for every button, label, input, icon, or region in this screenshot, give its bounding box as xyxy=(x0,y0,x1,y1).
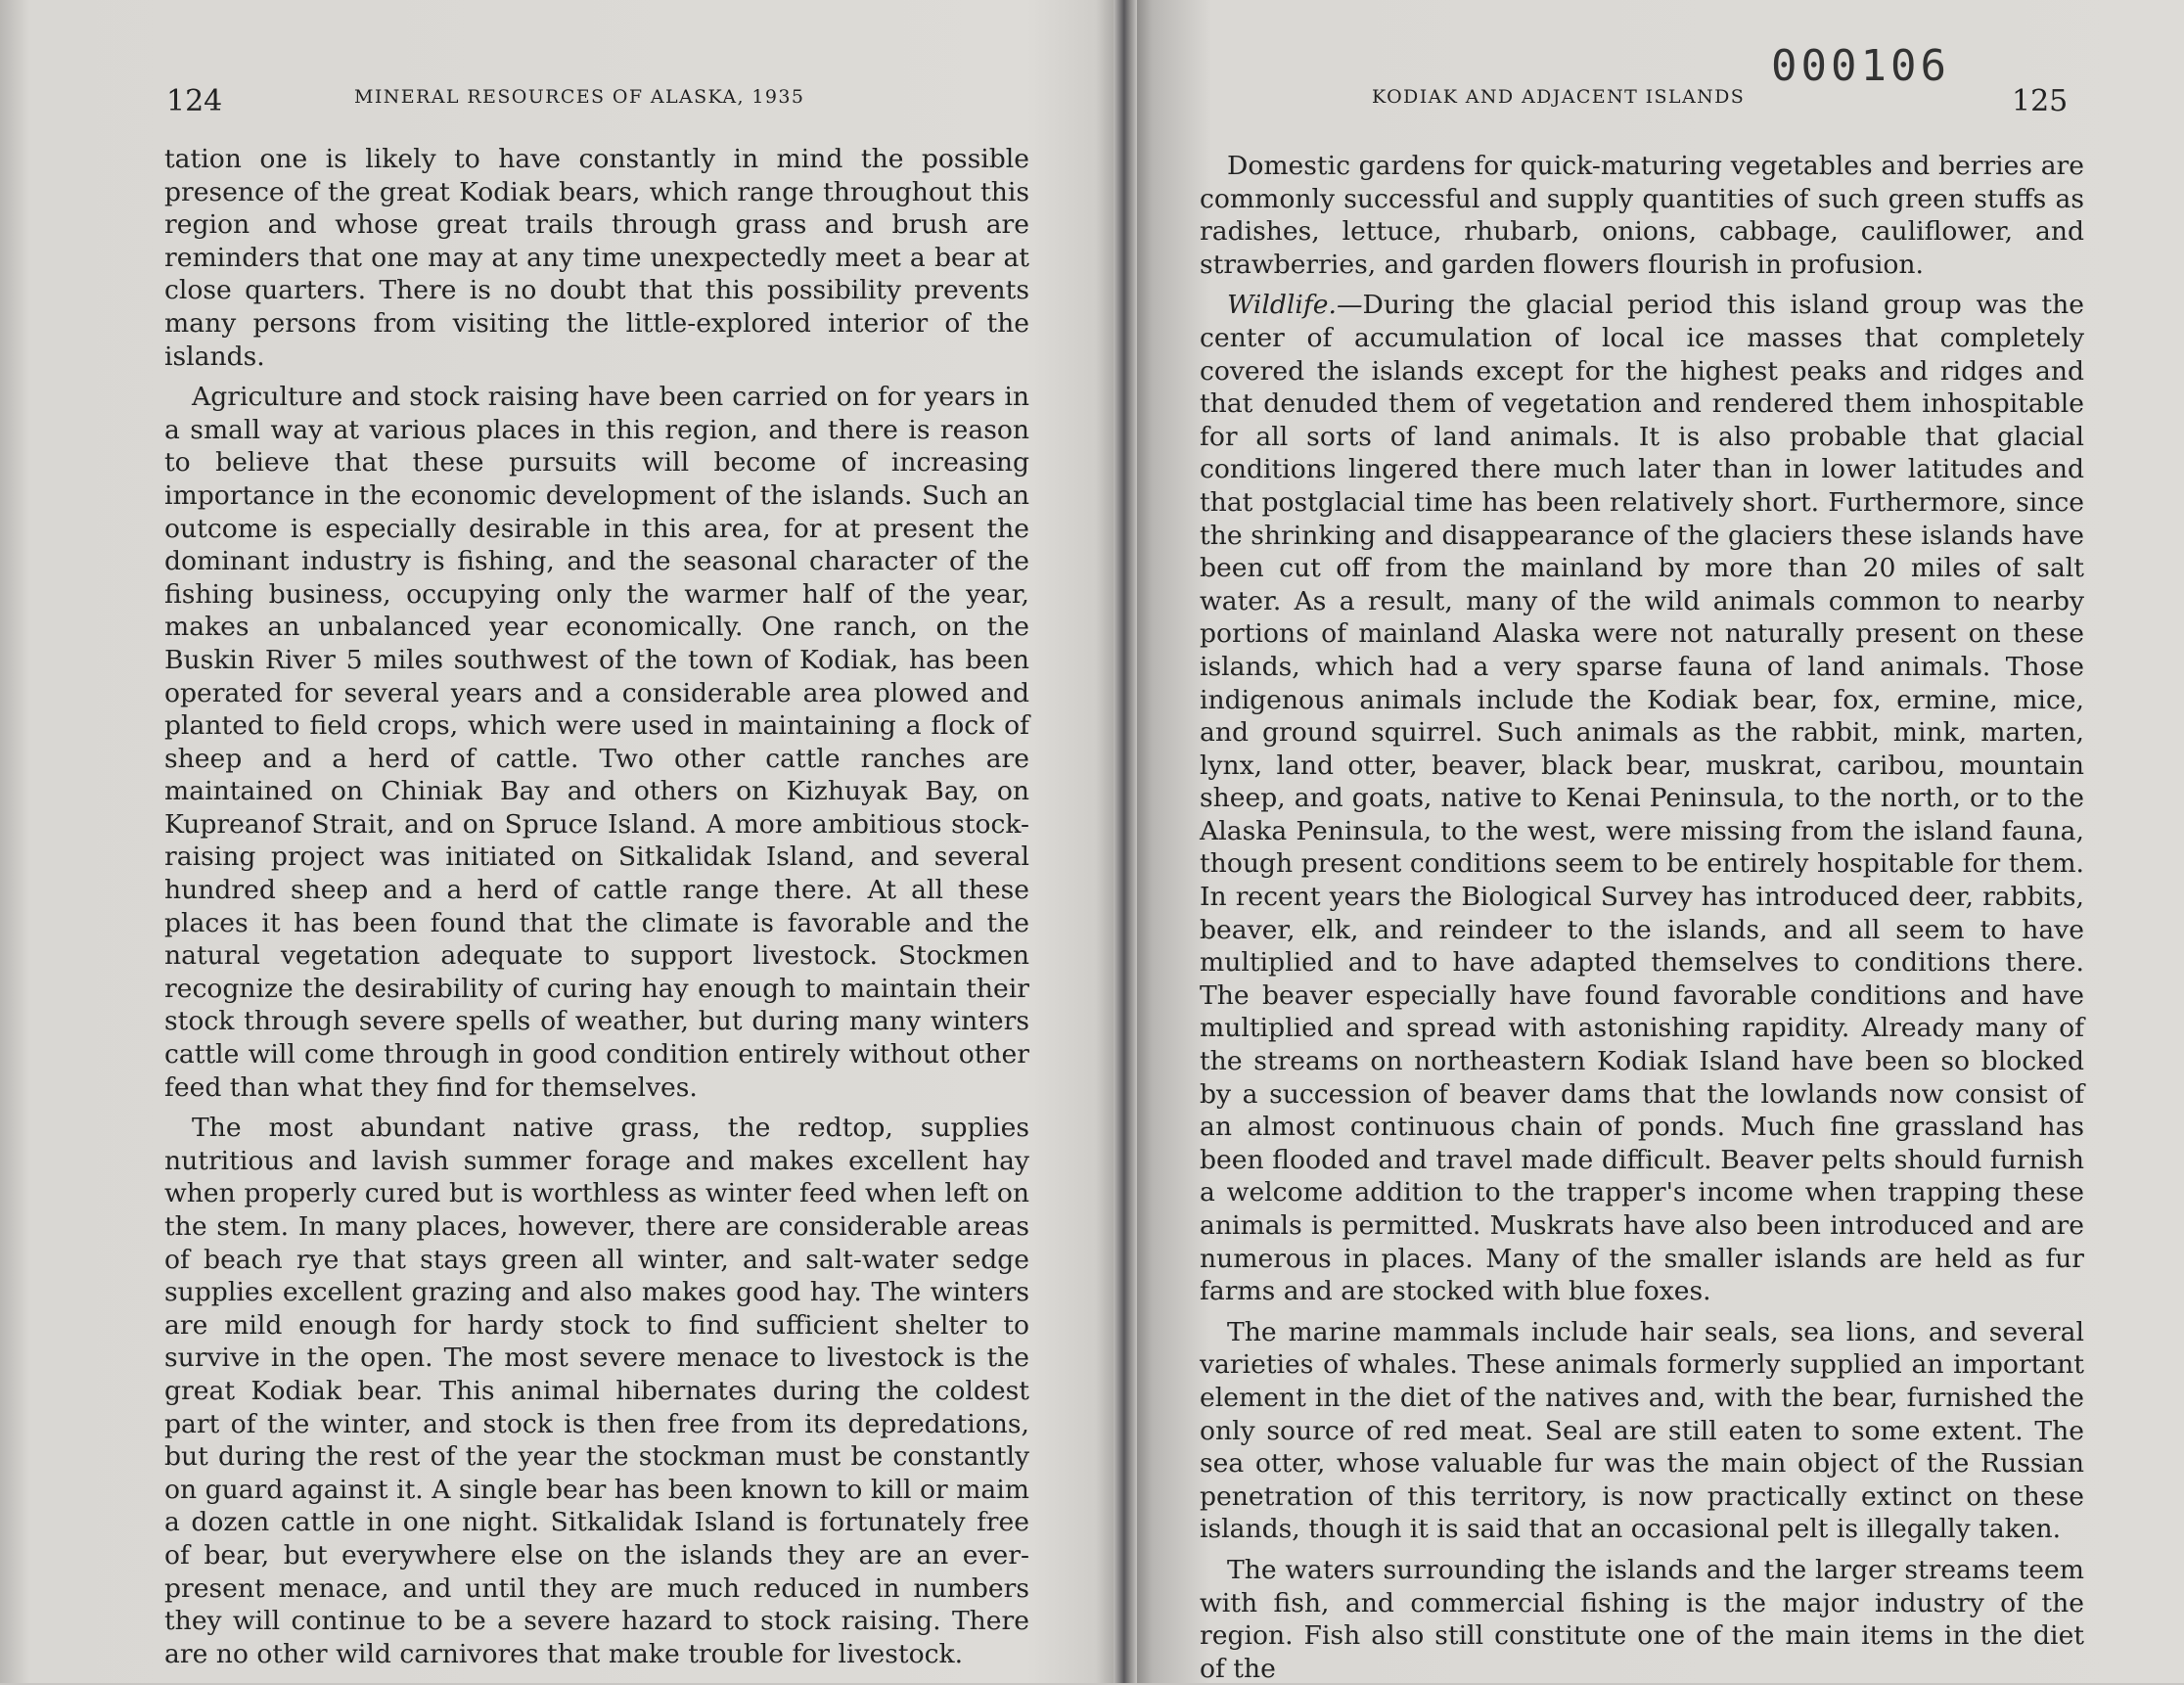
paragraph-text: During the glacial period this island group was the center of accumulation of local ice masses that completely covered the islands except for the highest peaks and ridges and that denuded them of vegetation and rendered them inhospitable for all sorts of land animals. It is also probable that glacial conditions lingered there much later than in lower latitudes and that postglacial time has been relatively short. Furthermore, since the shrinking and disappearance of the glaciers these islands have been cut off from the mainland by more than 20 miles of salt water. As a result, many of the wild animals common to nearby portions of mainland Alaska were not naturally present on these islands, which had a very sparse fauna of land animals. Those indigenous animals include the Kodiak bear, fox, ermine, mice, and ground squirrel. Such animals as the rabbit, mink, marten, lynx, land otter, beaver, black bear, muskrat, caribou, mountain sheep, and goats, native to Kenai Peninsula, to the north, or to the Alaska Peninsula, to the west, were missing from the island fauna, though present conditions seem to be entirely hospitable for them. In recent years the Biological Survey has introduced deer, rabbits, beaver, elk, and reindeer to the islands, and all seem to have multiplied and to have adapted themselves to conditions there. The beaver especially have found favorable conditions and have multiplied and spread with astonishing rapidity. Already many of the streams on northeastern Kodiak Island have been so blocked by a succession of beaver dams that the lowlands now consist of an almost continuous chain of ponds. Much fine grassland has been flooded and travel made difficult. Beaver pelts should furnish a welcome addition to the trapper's income when trapping these animals is permitted. Muskrats have also been introduced and are numerous in places. Many of the smaller islands are held as fur farms and are stocked with blue foxes. xyxy=(1200,290,2084,1307)
book-gutter xyxy=(1114,0,1137,1683)
page-number: 124 xyxy=(166,84,223,118)
paragraph: The waters surrounding the islands and the larger streams teem with fish, and commercial fishing is the major industry of the region. Fish also still constitute one of the main items in the diet of the xyxy=(1200,1554,2084,1684)
text-column xyxy=(1200,150,2084,1685)
paragraph: Domestic gardens for quick-maturing vegetables and berries are commonly successful and supply quantities of such green stuffs as radishes, lettuce, rhubarb, onions, cabbage, cauliflower, and strawberries, and garden flowers flourish in profusion. xyxy=(1200,151,2084,280)
paragraph: Agriculture and stock raising have been carried on for years in a small way at various places in this region, and there is reason to believe that these pursuits will become of increasing importance in the economic development of the islands. Such an outcome is especially desirable in this area, for at present the dominant industry is fishing, and the seasonal character of the fishing business, occupying only the warmer half of the year, makes an unbalanced year economically. One ranch, on the Buskin River 5 miles southwest of the town of Kodiak, has been operated for several years and a considerable area plowed and planted to field crops, which were used in maintaining a flock of sheep and a herd of cattle. Two other cattle ranches are maintained on Chiniak Bay and others on Kizhuyak Bay, on Kupreanof Strait, and on Spruce Island. A more ambitious stock-raising project was initiated on Sitkalidak Island, and several hundred sheep and a herd of cattle range there. At all these places it has been found that the climate is favorable and the natural vegetation adequate to support livestock. Stockmen recognize the desirability of curing hay enough to maintain their stock through severe spells of weather, but during many winters cattle will come through in good condition entirely without other feed than what they find for themselves. xyxy=(164,382,1029,1103)
paragraph-wildlife xyxy=(1200,289,2084,1307)
archive-stamp: 000106 xyxy=(1771,41,1950,91)
right-page xyxy=(1123,0,2184,1683)
paragraph: The marine mammals include hair seals, sea lions, and several varieties of whales. These animals formerly supplied an important element in the diet of the natives and, with the bear, furnished the only source of red meat. Seal are still eaten to some extent. The sea otter, whose valuable fur was the main object of the Russian penetration of this territory, is now practically extinct on these islands, though it is said that an occasional pelt is illegally taken. xyxy=(1200,1316,2084,1545)
running-head: MINERAL RESOURCES OF ALASKA, 1935 xyxy=(354,86,805,108)
paragraph: tation one is likely to have constantly in mind the possible presence of the great Kodiak bears, which range throughout this region and whose great trails through grass and brush are reminders that one may at any time unexpectedly meet a bear at close quarters. There is no doubt that this possibility prevents many persons from visiting the little-explored interior of the islands. xyxy=(164,144,1029,372)
text-column xyxy=(164,143,1029,1670)
running-head: KODIAK AND ADJACENT ISLANDS xyxy=(1372,86,1746,108)
page-number: 125 xyxy=(2012,84,2069,118)
paragraph: The most abundant native grass, the redtop, supplies nutritious and lavish summer forage and makes excellent hay when properly cured but is worthless as winter feed when left on the stem. In many places, however, there are considerable areas of beach rye that stays green all winter, and salt-water sedge supplies excellent grazing and also makes good hay. The winters are mild enough for hardy stock to find sufficient shelter to survive in the open. The most severe menace to livestock is the great Kodiak bear. This animal hibernates during the coldest part of the winter, and stock is then free from its depredations, but during the rest of the year the stockman must be constantly on guard against it. A single bear has been known to kill or maim a dozen cattle in one night. Sitkalidak Island is fortunately free of bear, but everywhere else on the islands they are an ever-present menace, and until they are much reduced in numbers they will continue to be a severe hazard to stock raising. There are no other wild carnivores that make trouble for livestock. xyxy=(164,1113,1029,1669)
section-heading: Wildlife.— xyxy=(1227,290,1363,321)
